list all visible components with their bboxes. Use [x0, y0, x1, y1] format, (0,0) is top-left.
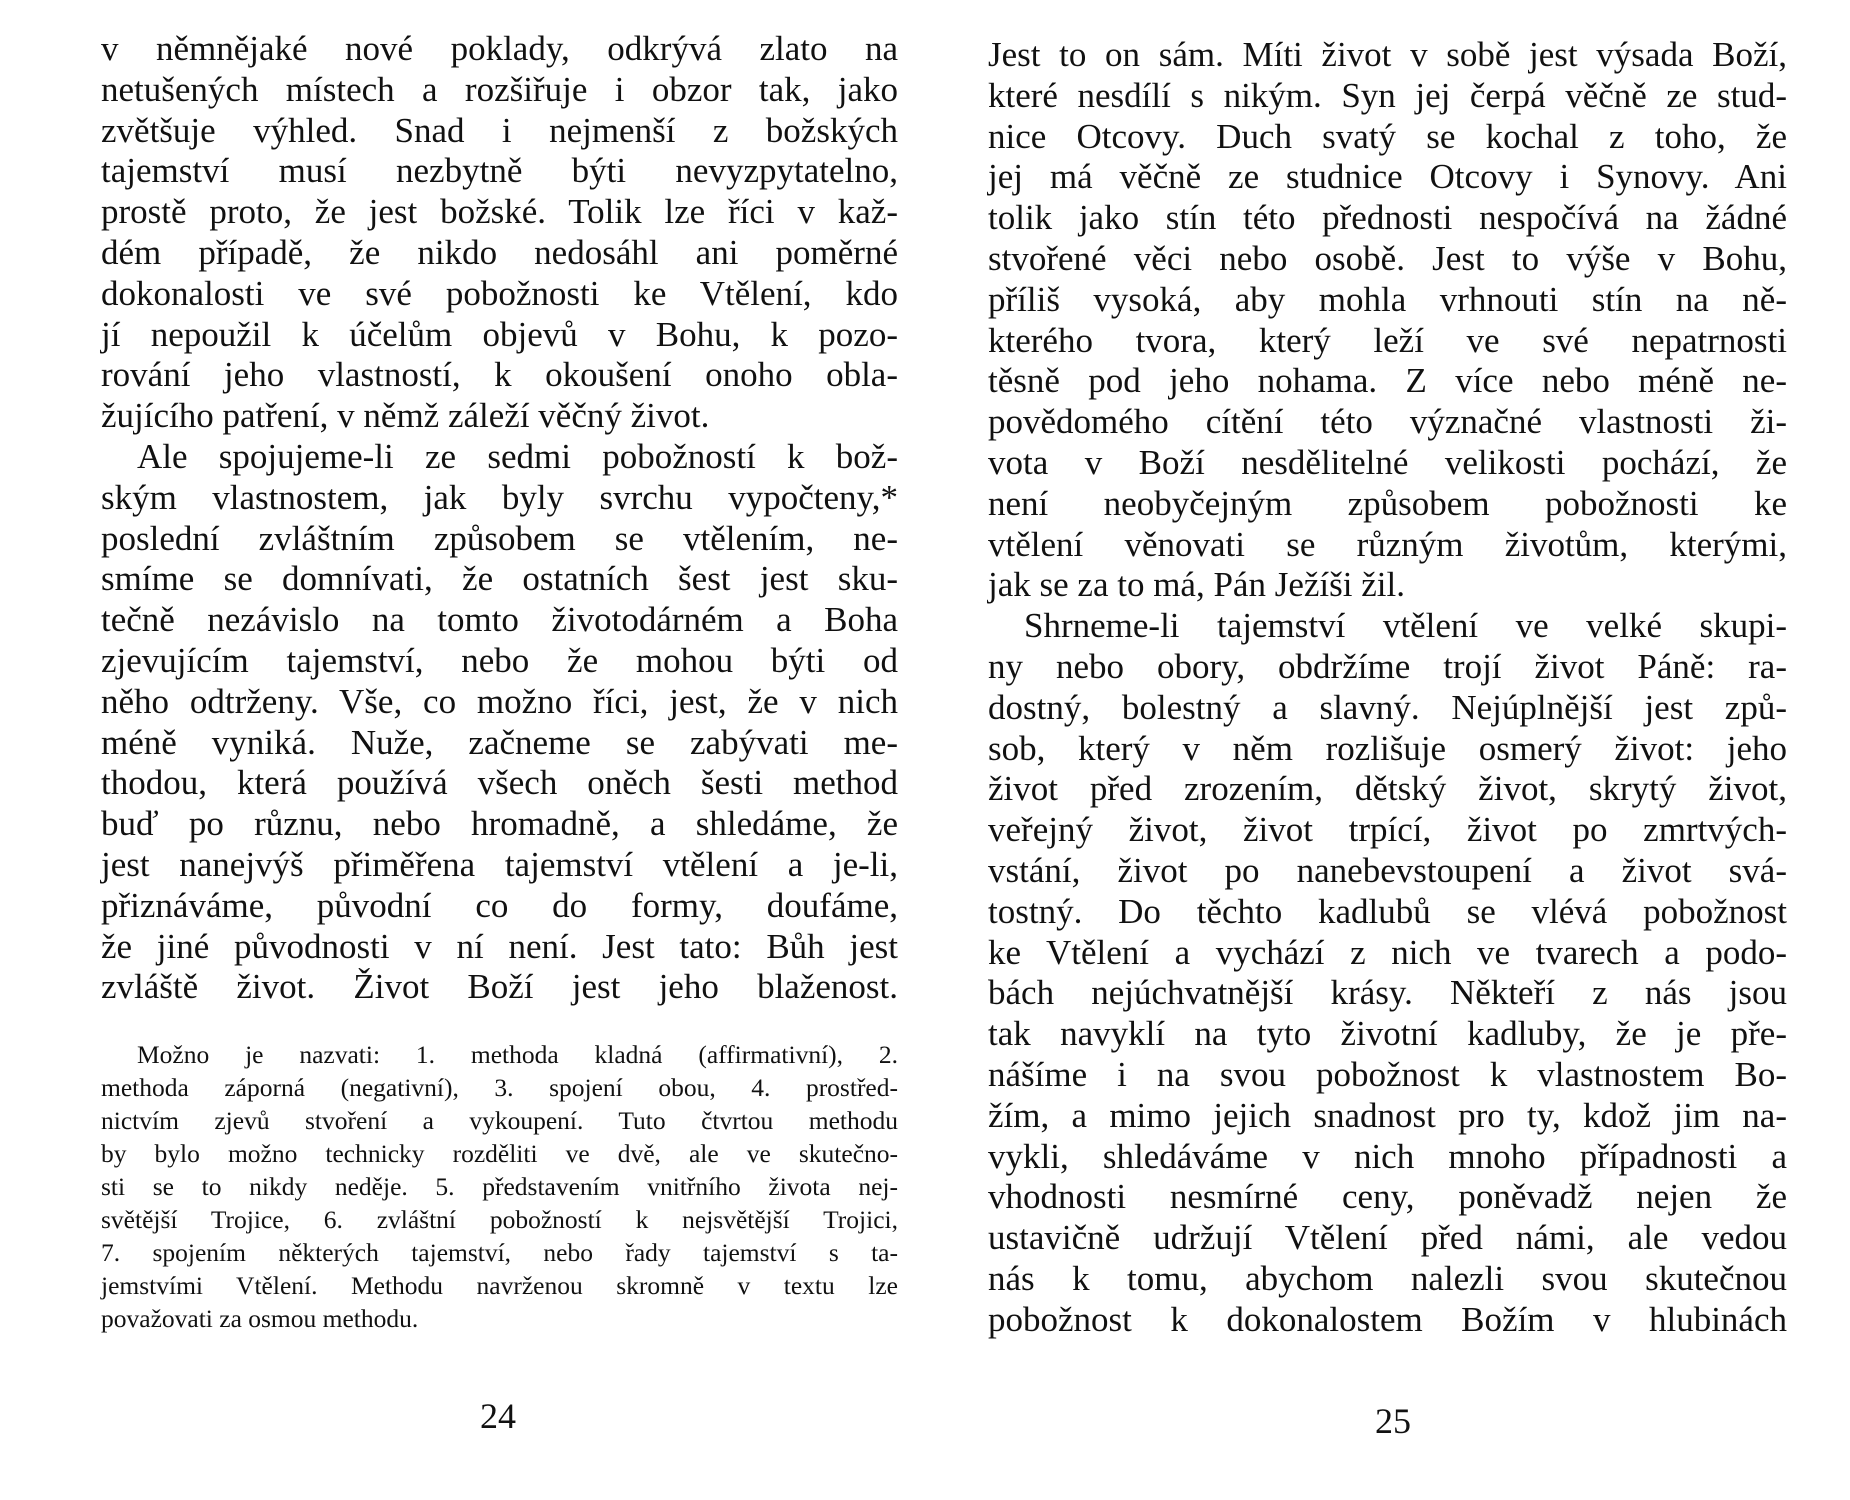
text-line: sti se to nikdy neděje. 5. představením vnitřního života nej-: [101, 1172, 898, 1201]
text-line: dém případě, že nikdo nedosáhl ani poměrné: [101, 232, 898, 272]
text-line: ustavičně udržují Vtělení před námi, ale vedou: [988, 1218, 1787, 1258]
text-line: zjevujícím tajemství, nebo že mohou býti od: [101, 640, 898, 680]
text-line: sob, který v něm rozlišuje osmerý život: jeho: [988, 728, 1787, 768]
text-line: jemstvími Vtělení. Methodu navrženou skromně v textu lze: [101, 1271, 898, 1300]
text-line: vstání, život po nanebevstoupení a život svá-: [988, 850, 1787, 890]
text-line: rování jeho vlastností, k okoušení onoho obla-: [101, 355, 898, 395]
text-line: jí nepoužil k účelům objevů v Bohu, k pozo-: [101, 314, 898, 354]
text-line: Jest to on sám. Míti život v sobě jest výsada Boží,: [988, 35, 1787, 74]
text-line: kterého tvora, který leží ve své nepatrnosti: [988, 320, 1787, 360]
text-line: bách nejúchvatnější krásy. Někteří z nás jsou: [988, 973, 1787, 1013]
text-line: vtělení věnovati se různým životům, kterými,: [988, 524, 1787, 564]
text-line: zvětšuje výhled. Snad i nejmenší z božských: [101, 110, 898, 150]
right-page-body-text: [988, 35, 1787, 1341]
text-line: ny nebo obory, obdržíme trojí život Páně: ra-: [988, 646, 1787, 686]
left-page-body-text: [101, 29, 898, 1008]
text-line: nice Otcovy. Duch svatý se kochal z toho, že: [988, 116, 1787, 156]
text-line: zvláště život. Život Boží jest jeho blaženost.: [101, 967, 898, 1007]
text-line: v němnějaké nové poklady, odkrývá zlato na: [101, 29, 898, 68]
text-line: Ale spojujeme-li ze sedmi pobožností k bož-: [137, 436, 898, 476]
text-line: Možno je nazvati: 1. methoda kladná (affirmativní), 2.: [137, 1040, 898, 1069]
text-line: 7. spojením některých tajemství, nebo řady tajemství s ta-: [101, 1238, 898, 1267]
text-line: tajemství musí nezbytně býti nevyzpytatelno,: [101, 151, 898, 191]
text-line: vykli, shledáváme v nich mnoho případnosti a: [988, 1136, 1787, 1176]
text-line: příliš vysoká, aby mohla vrhnouti stín na ně-: [988, 279, 1787, 319]
text-line: nášíme i na svou pobožnost k vlastnostem Bo-: [988, 1054, 1787, 1094]
text-line: světější Trojice, 6. zvláštní pobožností k nejsvětější Trojici,: [101, 1205, 898, 1234]
text-line: tolik jako stín této přednosti nespočívá na žádné: [988, 198, 1787, 238]
text-line: thodou, která používá všech oněch šesti method: [101, 763, 898, 803]
text-line: povědomého cítění této význačné vlastnosti ži-: [988, 402, 1787, 442]
text-line: méně vyniká. Nuže, začneme se zabývati me-: [101, 722, 898, 762]
left-page-footnote: [101, 1038, 898, 1335]
text-line: které nesdílí s nikým. Syn jej čerpá věčně ze stud-: [988, 75, 1787, 115]
text-line: buď po různu, nebo hromadně, a shledáme, že: [101, 804, 898, 844]
text-line: tečně nezávislo na tomto životodárném a Boha: [101, 600, 898, 640]
text-line: jak se za to má, Pán Ježíši žil.: [988, 565, 1405, 605]
text-line: jest nanejvýš přiměřena tajemství vtělení a je-li,: [101, 844, 898, 884]
page-number-right: 25: [1375, 1401, 1411, 1441]
text-line: poslední zvláštním způsobem se vtělením, ne-: [101, 518, 898, 558]
text-line: nás k tomu, abychom nalezli svou skutečnou: [988, 1258, 1787, 1298]
text-line: ským vlastnostem, jak byly svrchu vypočteny,*: [101, 477, 898, 517]
text-line: přiznáváme, původní co do formy, doufáme,: [101, 885, 898, 925]
text-line: by bylo možno technicky rozděliti ve dvě, ale ve skutečno-: [101, 1139, 898, 1168]
text-line: že jiné původnosti v ní není. Jest tato: Bůh jest: [101, 926, 898, 966]
text-line: Shrneme-li tajemství vtělení ve velké skupi-: [1024, 606, 1787, 646]
text-line: žujícího patření, v němž záleží věčný život.: [101, 396, 710, 436]
text-line: methoda záporná (negativní), 3. spojení obou, 4. prostřed-: [101, 1073, 898, 1102]
text-line: stvořené věci nebo osobě. Jest to výše v Bohu,: [988, 238, 1787, 278]
text-line: nictvím zjevů stvoření a vykoupení. Tuto čtvrtou methodu: [101, 1106, 898, 1135]
text-line: jej má věčně ze studnice Otcovy i Synovy. Ani: [988, 157, 1787, 197]
text-line: něho odtrženy. Vše, co možno říci, jest, že v nich: [101, 681, 898, 721]
text-line: vhodnosti nesmírné ceny, poněvadž nejen že: [988, 1177, 1787, 1217]
text-line: vota v Boží nesdělitelné velikosti pochází, že: [988, 442, 1787, 482]
text-line: dostný, bolestný a slavný. Nejúplnější jest způ-: [988, 687, 1787, 727]
text-line: ke Vtělení a vychází z nich ve tvarech a podo-: [988, 932, 1787, 972]
text-line: dokonalosti ve své pobožnosti ke Vtělení, kdo: [101, 273, 898, 313]
text-line: pobožnost k dokonalostem Božím v hlubinách: [988, 1299, 1787, 1339]
text-line: žím, a mimo jejich snadnost pro ty, kdož jim na-: [988, 1095, 1787, 1135]
page-number-left: 24: [480, 1396, 516, 1436]
text-line: prostě proto, že jest božské. Tolik lze říci v kaž-: [101, 192, 898, 232]
text-line: těsně pod jeho nohama. Z více nebo méně ne-: [988, 361, 1787, 401]
text-line: veřejný život, život trpící, život po zmrtvých-: [988, 810, 1787, 850]
text-line: netušených místech a rozšiřuje i obzor tak, jako: [101, 69, 898, 109]
text-line: není neobyčejným způsobem pobožnosti ke: [988, 483, 1787, 523]
text-line: považovati za osmou methodu.: [101, 1304, 419, 1333]
text-line: tak navyklí na tyto životní kadluby, že je pře-: [988, 1014, 1787, 1054]
text-line: smíme se domnívati, že ostatních šest jest sku-: [101, 559, 898, 599]
text-line: život před zrozením, dětský život, skrytý život,: [988, 769, 1787, 809]
text-line: tostný. Do těchto kadlubů se vlévá pobožnost: [988, 891, 1787, 931]
